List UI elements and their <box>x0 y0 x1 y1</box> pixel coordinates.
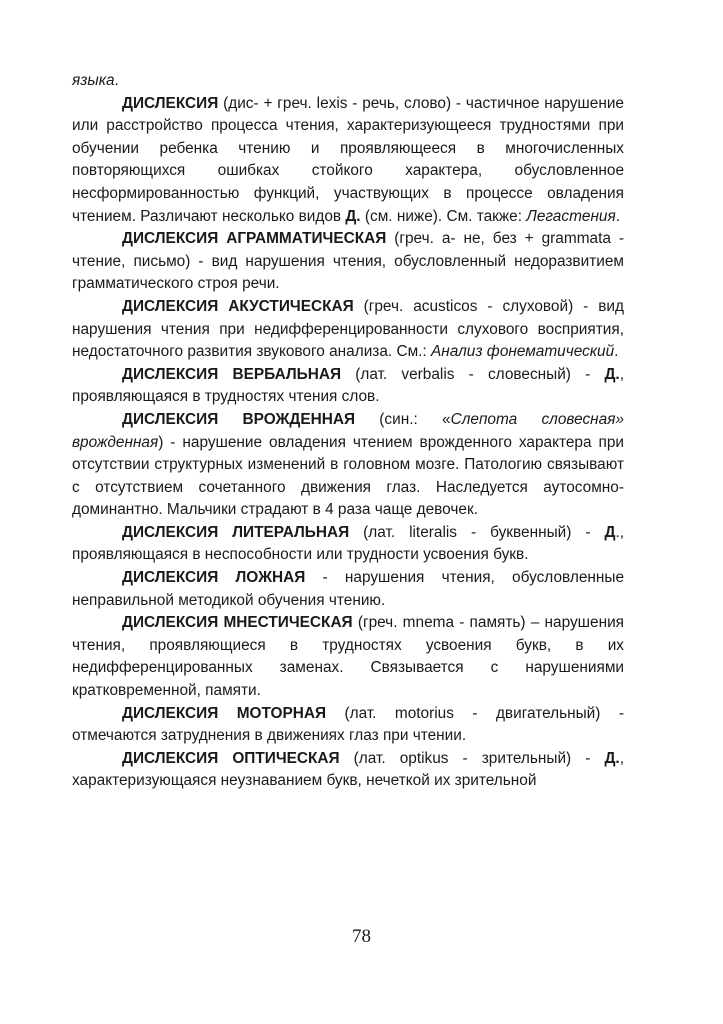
entry-text-continued: ., проявляющаяся в неспособности или трудности усвоения букв. <box>72 523 625 564</box>
entry-ending: . <box>614 343 619 361</box>
entry-headword: ДИСЛЕКСИЯ АГРАММАТИЧЕСКАЯ <box>122 230 387 248</box>
entry-headword: ДИСЛЕКСИЯ ВЕРБАЛЬНАЯ <box>122 365 342 383</box>
entry-headword: ДИСЛЕКСИЯ <box>122 94 219 112</box>
dictionary-entry <box>72 748 624 793</box>
entry-ending: ) - нарушение овладения чтением врожденного характера при отсутствии структурных изменений в головном мозге. Патологию связывают с отсутствием сочетанного движения глаз. Наследуется аутосомно-доминантно. Мальчики страдают в 4 раза чаще девочек. <box>72 433 624 519</box>
entry-headword: ДИСЛЕКСИЯ МНЕСТИЧЕСКАЯ <box>122 614 353 632</box>
entry-ending: . <box>615 207 620 225</box>
entry-text-continued: (см. ниже). См. также: <box>360 207 527 225</box>
entry-text: (греч. mnema - память) – нарушения чтения, проявляющиеся в трудностях усвоения букв, в их недифференцированных заменах. Связывается с нарушениями кратковременной, памяти. <box>72 614 625 700</box>
lead-in-line: языка. <box>72 72 119 89</box>
entry-text-continued: , проявляющаяся в трудностях чтения слов. <box>72 365 624 406</box>
entry-cross-reference: Анализ фонематический <box>431 343 615 361</box>
dictionary-entry <box>72 93 624 229</box>
entries-list <box>72 93 624 793</box>
entry-abbreviation: Д. <box>345 207 361 225</box>
entry-text: (лат. optikus - зрительный) - <box>339 749 605 767</box>
page-text <box>72 70 624 793</box>
entry-text: - нарушения чтения, обусловленные неправильной методикой обучения чтению. <box>72 569 624 609</box>
entry-cross-reference: Слепота словесная» врожденная <box>72 410 624 451</box>
entry-text: (греч. acusticos - слуховой) - вид нарушения чтения при недифференцированности слухового восприятия, недостаточного развития звукового анализа. См.: <box>72 297 625 361</box>
entry-text: (дис- + греч. lexis - речь, слово) - частичное нарушение или расстройство процесса чтения, характеризующееся трудностями при обучении ребенка чтению и проявляющееся в многочисленных повторяющихся ошибках стойкого характера, обусловленное несформированностью функций, участвующих в процессе овладения чтением. Различают несколько видов <box>72 94 624 225</box>
entry-text: (греч. а- не, без + grammata - чтение, письмо) - вид нарушения чтения, обусловленный недоразвитием грамматического строя речи. <box>72 230 624 293</box>
lead-in-text: языка <box>72 72 115 89</box>
entry-headword: ДИСЛЕКСИЯ МОТОРНАЯ <box>122 704 327 722</box>
entry-text: (лат. verbalis - словесный) - <box>341 365 605 383</box>
dictionary-entry <box>72 409 624 522</box>
entry-abbreviation: Д. <box>604 749 620 767</box>
dictionary-entry <box>72 296 624 364</box>
entry-cross-reference: Легастения <box>526 207 616 225</box>
entry-text: (син.: « <box>355 410 451 428</box>
entry-headword: ДИСЛЕКСИЯ ОПТИЧЕСКАЯ <box>122 749 340 767</box>
dictionary-entry <box>72 228 624 296</box>
dictionary-entry <box>72 703 624 748</box>
entry-text-continued: , характеризующаяся неузнаванием букв, нечеткой их зрительной <box>72 749 624 790</box>
entry-headword: ДИСЛЕКСИЯ ВРОЖДЕННАЯ <box>122 410 356 428</box>
entry-abbreviation: Д. <box>604 365 620 383</box>
dictionary-entry <box>72 364 624 409</box>
dictionary-entry <box>72 567 624 612</box>
entry-headword: ДИСЛЕКСИЯ ЛИТЕРАЛЬНАЯ <box>122 523 350 541</box>
entry-text: (лат. literalis - буквенный) - <box>349 523 605 541</box>
page-number: 78 <box>352 926 371 947</box>
dictionary-entry <box>72 612 624 702</box>
entry-abbreviation: Д <box>604 523 616 541</box>
entry-text: (лат. motorius - двигательный) - отмечаются затруднения в движениях глаз при чтении. <box>72 704 624 745</box>
dictionary-entry <box>72 522 624 567</box>
entry-headword: ДИСЛЕКСИЯ АКУСТИЧЕСКАЯ <box>122 297 354 315</box>
entry-headword: ДИСЛЕКСИЯ ЛОЖНАЯ <box>122 569 306 587</box>
